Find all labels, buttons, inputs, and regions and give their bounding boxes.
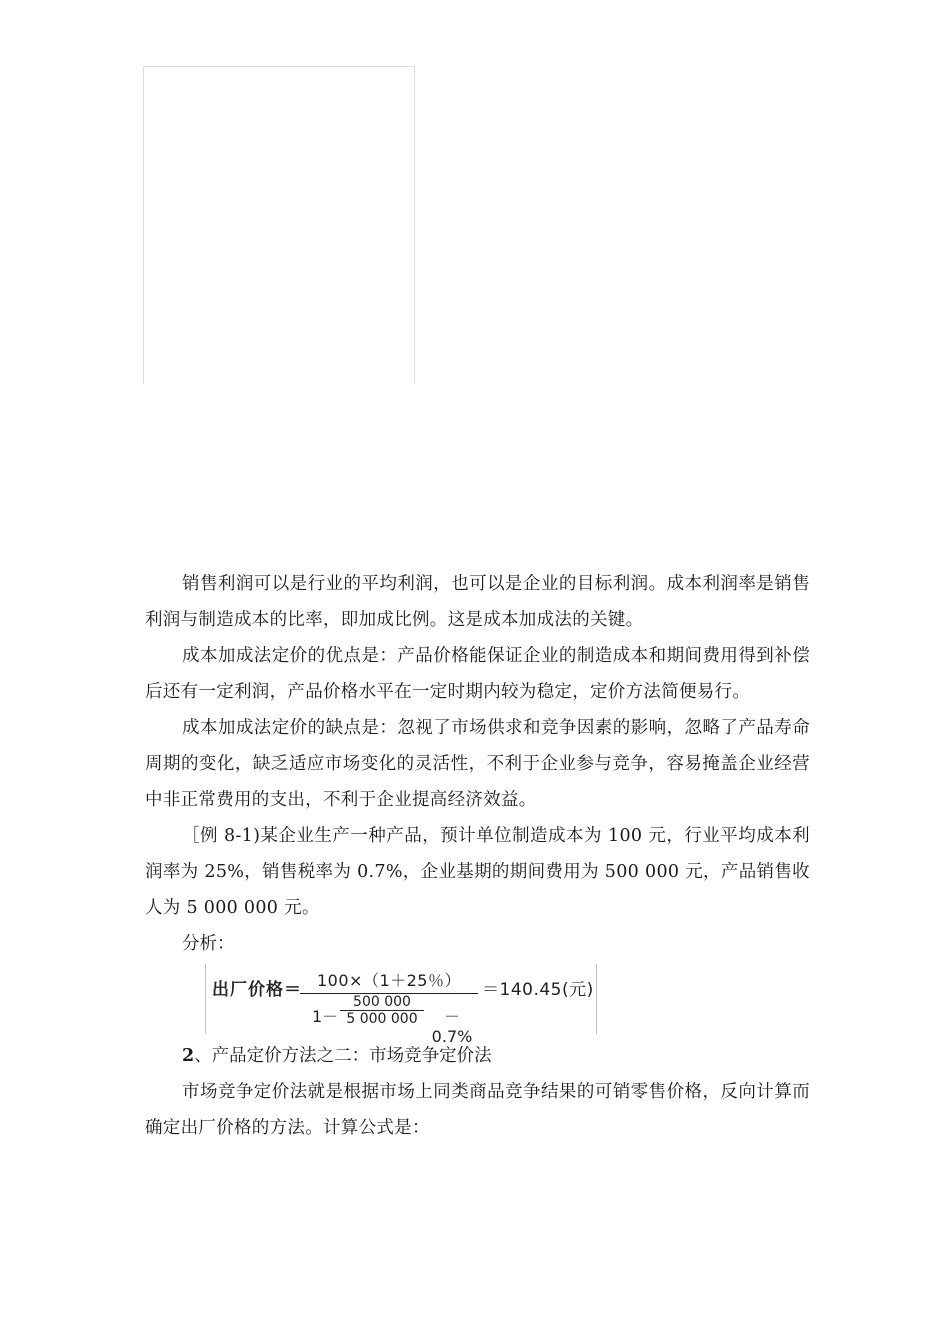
formula-tax-rate: －0.7% — [431, 1007, 473, 1046]
formula-denominator — [300, 994, 478, 1046]
figure-placeholder — [143, 66, 415, 384]
section-number: 2 — [182, 1046, 195, 1066]
document-body — [145, 566, 810, 1146]
paragraph-market-pricing: 市场竞争定价法就是根据市场上同类商品竞争结果的可销零售价格，反向计算而确定出厂价格的方法。计算公式是： — [145, 1082, 810, 1138]
formula-inner-fraction — [340, 995, 424, 1027]
formula-inner-numerator: 500 000 — [340, 995, 424, 1011]
analysis-label: 分析： — [182, 934, 235, 954]
formula-inner-denominator: 5 000 000 — [346, 1011, 418, 1027]
paragraph-disadvantages: 成本加成法定价的缺点是：忽视了市场供求和竞争因素的影响，忽略了产品寿命周期的变化，缺乏适应市场变化的灵活性，不利于企业参与竞争，容易掩盖企业经营中非正常费用的支出，不利于企业提高经济效益。 — [145, 718, 810, 810]
paragraph-example: ［例 8-1)某企业生产一种产品，预计单位制造成本为 100 元，行业平均成本利润率为 25%，销售税率为 0.7%，企业基期的期间费用为 500 000 元，产品销售收人为 5 000 000 元。 — [145, 826, 810, 918]
section-title: 、产品定价方法之二：市场竞争定价法 — [194, 1046, 492, 1066]
formula-fraction — [300, 968, 478, 1046]
formula-numerator: 100×（1＋25％） — [300, 968, 478, 994]
price-formula — [205, 964, 597, 1046]
formula-result: ＝140.45(元) — [482, 980, 594, 1000]
formula-denominator-one: 1－ — [312, 1007, 339, 1026]
formula-lhs: 出厂价格＝ — [212, 980, 302, 1000]
paragraph-advantages: 成本加成法定价的优点是：产品价格能保证企业的制造成本和期间费用得到补偿后还有一定利润，产品价格水平在一定时期内较为稳定，定价方法简便易行。 — [145, 646, 810, 702]
paragraph-profit-definition: 销售利润可以是行业的平均利润，也可以是企业的目标利润。成本利润率是销售利润与制造成本的比率，即加成比例。这是成本加成法的关键。 — [145, 574, 810, 630]
